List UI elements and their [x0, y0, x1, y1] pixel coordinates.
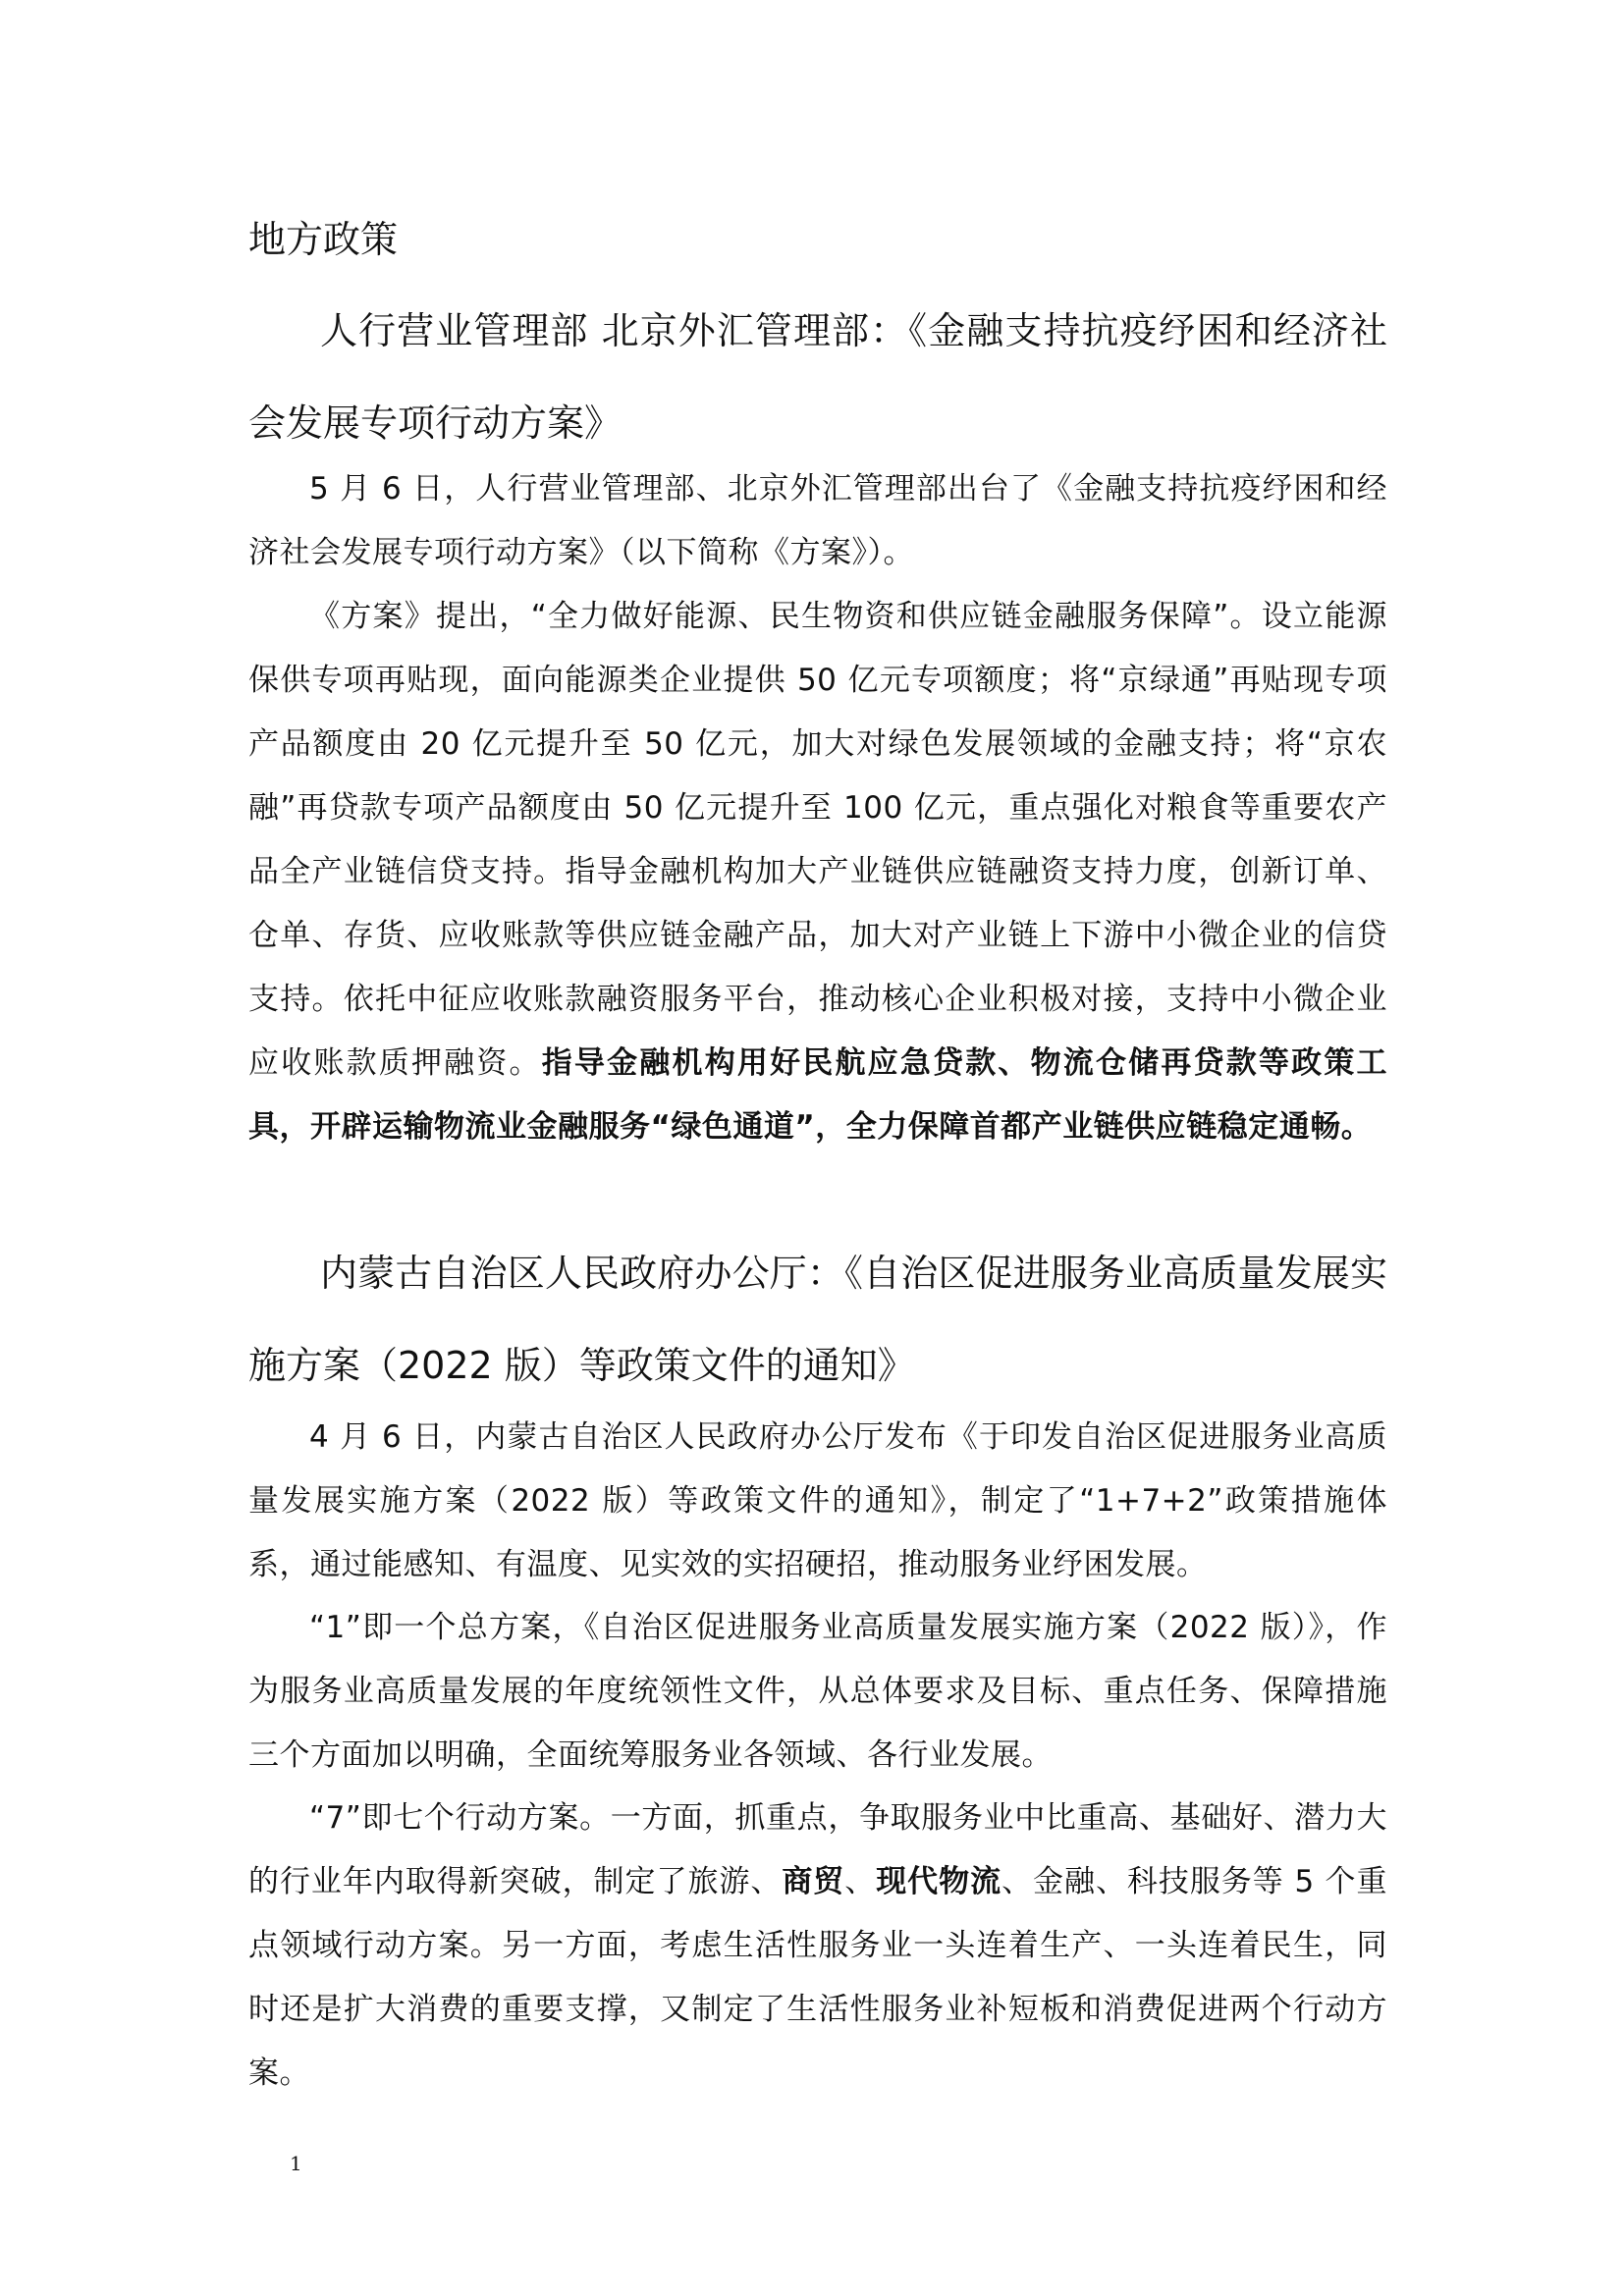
article-heading-inner-mongolia: 内蒙古自治区人民政府办公厅：《自治区促进服务业高质量发展实施方案（2022 版）等政策文件的通知》: [248, 1252, 1387, 1387]
paragraph-bold-text: 指导金融机构用好民航应急贷款、物流仓储再贷款等政策工具，开辟运输物流业金融服务“绿色通道”，全力保障首都产业链供应链稳定通畅。: [248, 1045, 1388, 1145]
paragraph-beijing-intro: 5 月 6 日，人行营业管理部、北京外汇管理部出台了《金融支持抗疫纾困和经济社会发展专项行动方案》（以下简称《方案》）。: [248, 471, 1387, 570]
article-heading-beijing: 人行营业管理部 北京外汇管理部：《金融支持抗疫纾困和经济社会发展专项行动方案》: [248, 309, 1387, 445]
section-label: 地方政策: [248, 218, 399, 261]
paragraph-text: 、: [844, 1864, 877, 1899]
paragraph-beijing-details: [248, 585, 1387, 1159]
paragraph-inner-mongolia-one: “1”即一个总方案，《自治区促进服务业高质量发展实施方案（2022 版）》，作为服务业高质量发展的年度统领性文件，从总体要求及目标、重点任务、保障措施三个方面加以明确，全面统筹服务业各领域、各行业发展。: [248, 1610, 1387, 1773]
paragraph-text: 、金融、科技服务等 5 个重点领域行动方案。另一方面，考虑生活性服务业一头连着生产、一头连着民生，同时还是扩大消费的重要支撑，又制定了生活性服务业补短板和消费促进两个行动方案。: [248, 1864, 1388, 2091]
paragraph-text: “7”即七个行动方案。一方面，抓重点，争取服务业中比重高、基础好、潜力大的行业年内取得新突破，制定了旅游、: [248, 1800, 1387, 1899]
paragraph-text: 《方案》提出，“全力做好能源、民生物资和供应链金融服务保障”。设立能源保供专项再贴现，面向能源类企业提供 50 亿元专项额度；将“京绿通”再贴现专项产品额度由 20 亿元提升至 50 亿元，加大对绿色发展领域的金融支持；将“京农融”再贷款专项产品额度由 50 亿元提升至 100 亿元，重点强化对粮食等重要农产品全产业链信贷支持。指导金融机构加大产业链供应链融资支持力度，创新订单、仓单、存货、应收账款等供应链金融产品，加大对产业链上下游中小微企业的信贷支持。依托中征应收账款融资服务平台，推动核心企业积极对接，支持中小微企业应收账款质押融资。: [248, 599, 1387, 1081]
paragraph-inner-mongolia-seven: [248, 1787, 1387, 2106]
paragraph-bold-text: 现代物流: [876, 1864, 1002, 1899]
paragraph-bold-text: 商贸: [782, 1864, 845, 1899]
paragraph-inner-mongolia-intro: 4 月 6 日，内蒙古自治区人民政府办公厅发布《于印发自治区促进服务业高质量发展实施方案（2022 版）等政策文件的通知》，制定了“1+7+2”政策措施体系，通过能感知、有温度、见实效的实招硬招，推动服务业纾困发展。: [248, 1419, 1387, 1582]
page-number: 1: [290, 2152, 302, 2175]
